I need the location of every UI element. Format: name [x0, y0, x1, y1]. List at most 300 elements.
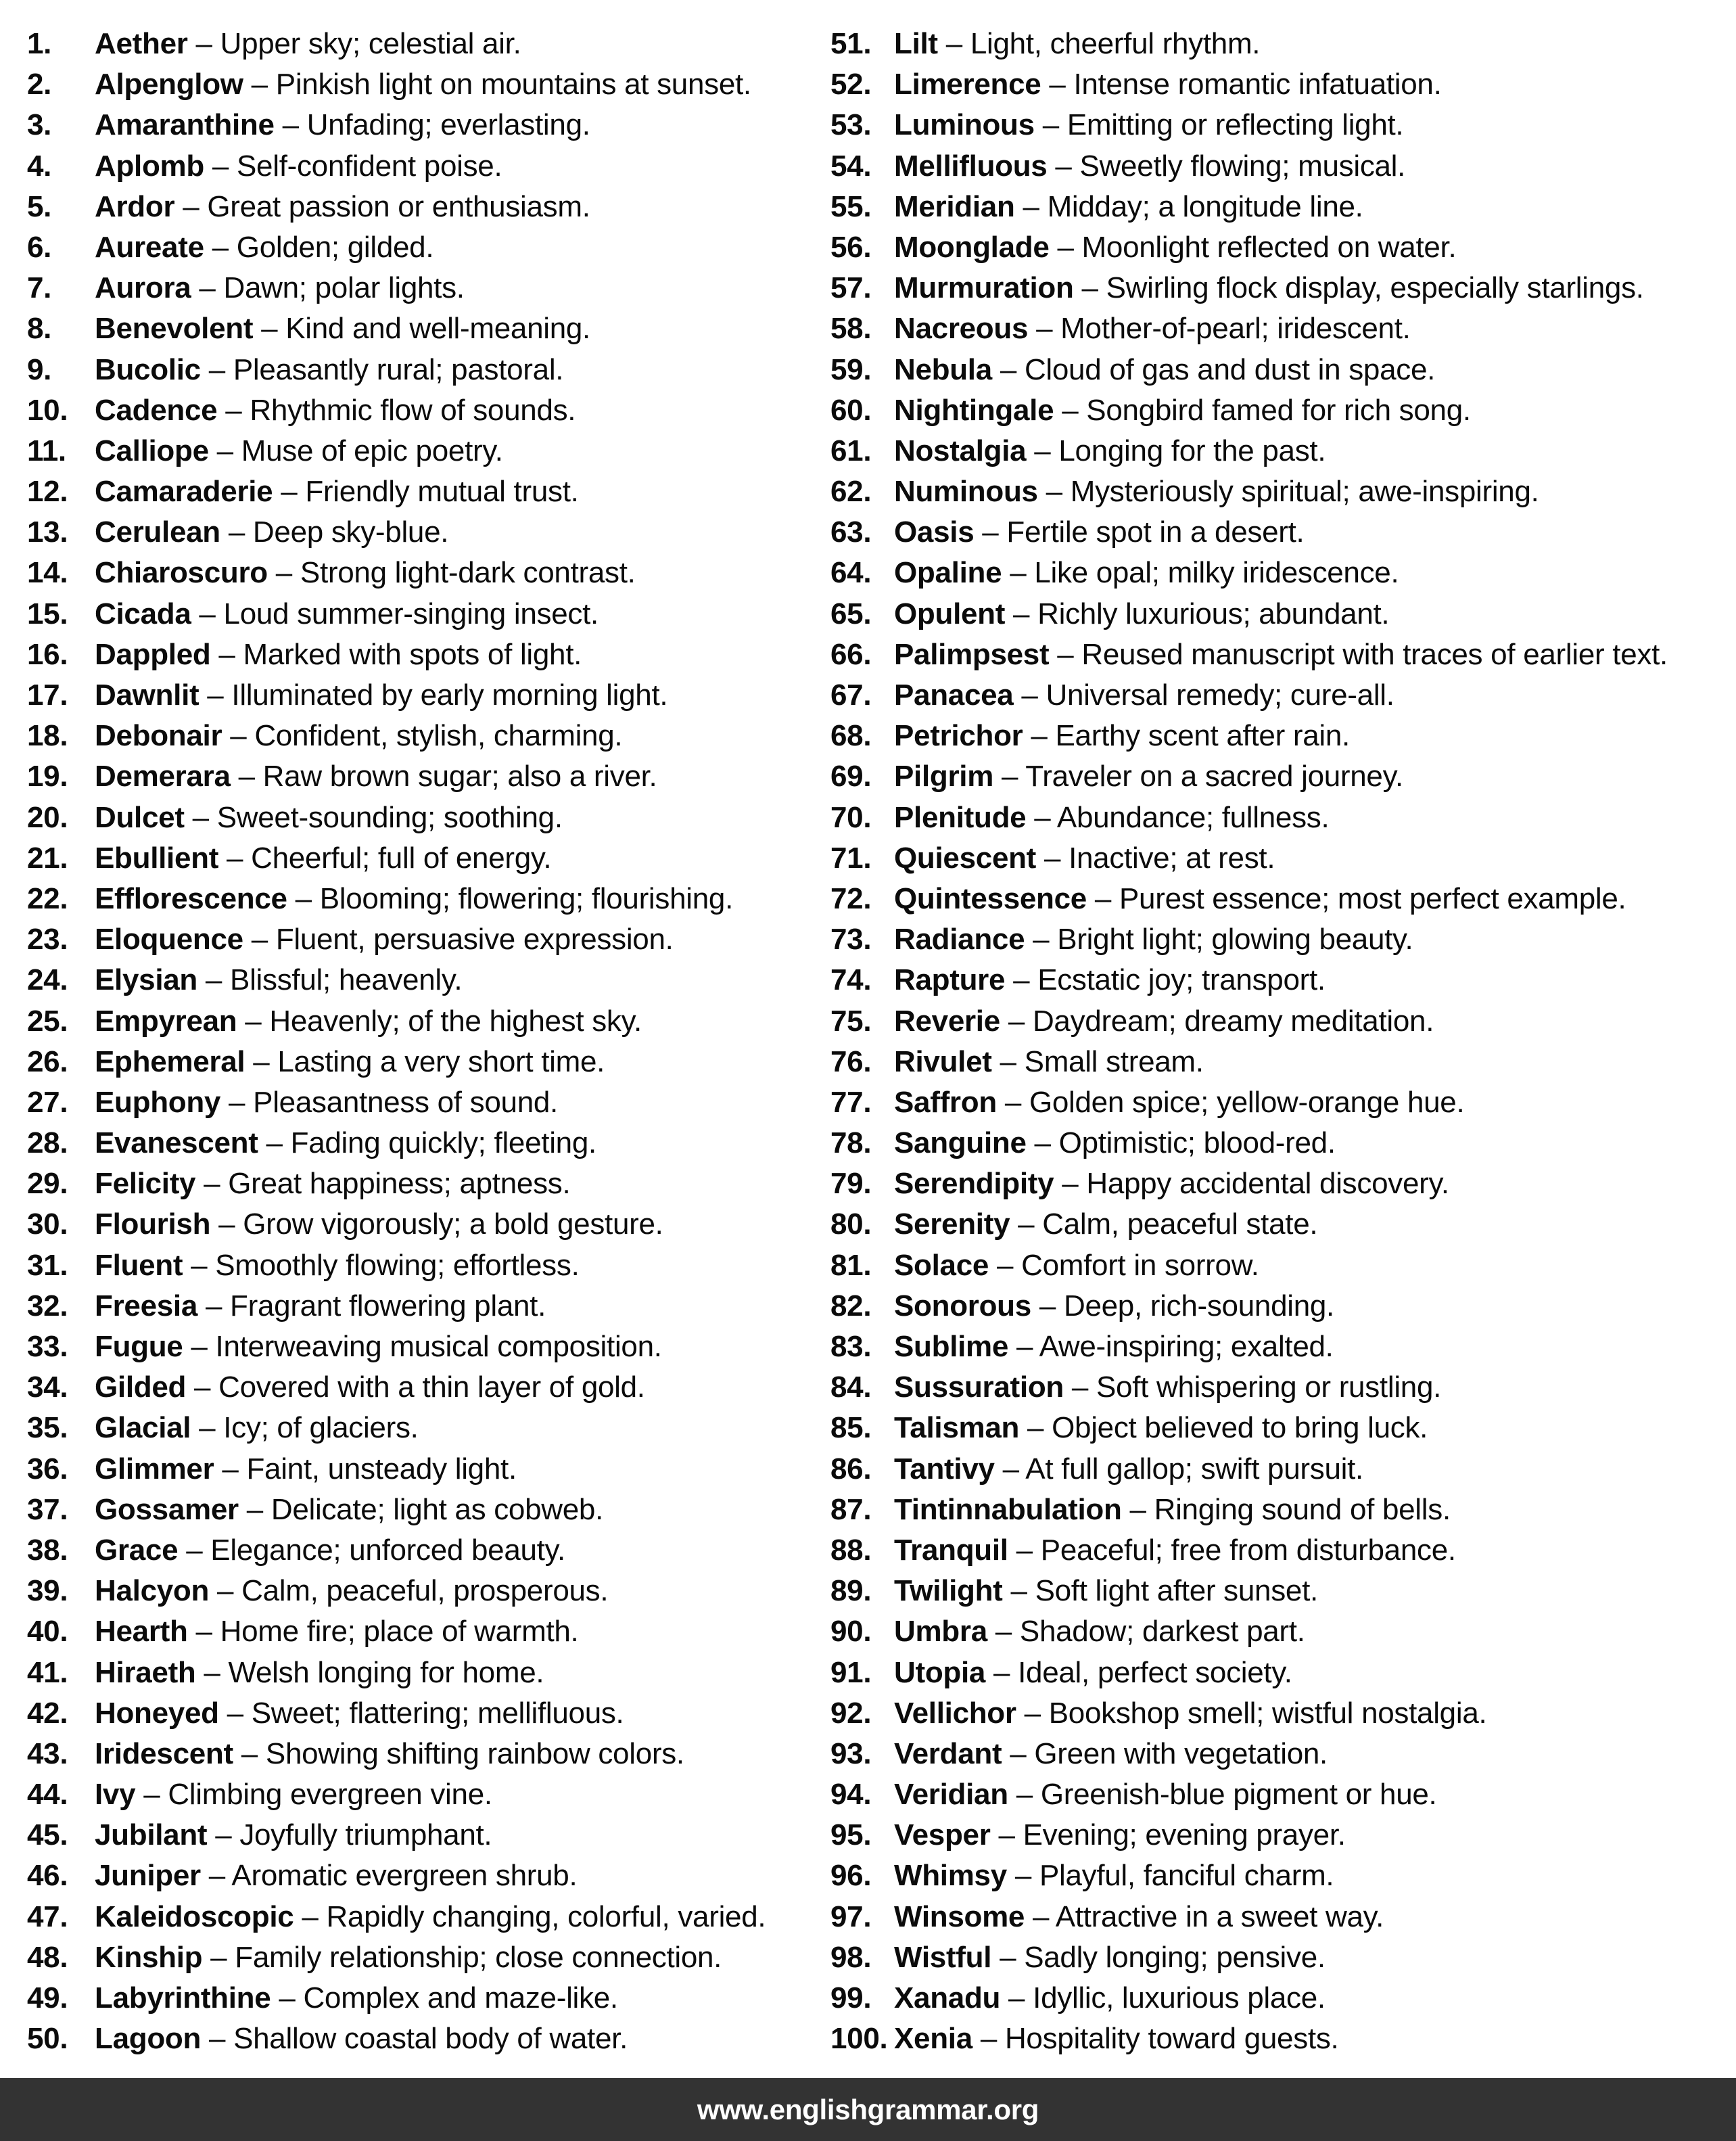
list-item — [27, 635, 826, 675]
item-term: Euphony — [95, 1085, 221, 1119]
list-item — [27, 1408, 826, 1448]
item-text — [894, 838, 1275, 879]
item-separator: – — [1019, 1411, 1052, 1445]
list-item — [830, 1653, 1736, 1693]
item-term: Rivulet — [894, 1044, 992, 1078]
item-number: 64. — [830, 556, 872, 590]
list-item — [830, 471, 1736, 512]
list-item — [27, 1245, 826, 1286]
item-text — [95, 64, 751, 105]
item-number: 27. — [27, 1085, 68, 1119]
item-term: Petrichor — [894, 719, 1023, 753]
item-term: Evanescent — [95, 1126, 258, 1160]
item-definition: Abundance; fullness. — [1056, 800, 1330, 834]
item-term: Reverie — [894, 1004, 1000, 1038]
list-item — [27, 1286, 826, 1327]
list-item — [830, 1367, 1736, 1408]
item-text — [894, 187, 1363, 227]
list-item — [830, 1490, 1736, 1530]
item-number: 31. — [27, 1248, 68, 1282]
item-number: 74. — [830, 963, 872, 997]
item-number: 21. — [27, 841, 68, 875]
item-text — [95, 431, 503, 471]
item-separator: – — [991, 1044, 1025, 1078]
item-text — [95, 635, 582, 675]
item-term: Debonair — [95, 719, 222, 753]
item-separator: – — [230, 760, 263, 793]
item-term: Hearth — [95, 1615, 188, 1649]
item-definition: Deep, rich-sounding. — [1063, 1289, 1334, 1322]
item-term: Dawnlit — [95, 678, 200, 712]
item-definition: Heavenly; of the highest sky. — [269, 1004, 642, 1038]
item-separator: – — [245, 1044, 278, 1078]
list-item — [830, 838, 1736, 879]
item-definition: Sweet; flattering; mellifluous. — [251, 1696, 624, 1730]
item-number: 89. — [830, 1574, 872, 1608]
item-number: 56. — [830, 230, 872, 264]
item-term: Numinous — [894, 475, 1038, 509]
item-definition: Dawn; polar lights. — [223, 271, 465, 305]
item-number: 91. — [830, 1655, 872, 1689]
list-item — [27, 1001, 826, 1042]
item-definition: Fragrant flowering plant. — [230, 1289, 546, 1322]
item-definition: Inactive; at rest. — [1069, 841, 1275, 875]
item-term: Fugue — [95, 1330, 183, 1363]
item-text — [894, 635, 1668, 675]
list-item — [27, 1897, 826, 1937]
item-separator: – — [271, 1981, 304, 2015]
item-number: 22. — [27, 881, 68, 915]
item-definition: Idyllic, luxurious place. — [1033, 1981, 1326, 2015]
item-term: Gilded — [95, 1371, 187, 1404]
item-separator: – — [217, 393, 250, 427]
item-definition: Blooming; flowering; flourishing. — [319, 881, 734, 915]
item-definition: Swirling flock display, especially starlings. — [1106, 271, 1644, 305]
list-item — [830, 512, 1736, 553]
item-text — [95, 471, 579, 512]
item-number: 2. — [27, 68, 52, 101]
item-term: Serendipity — [894, 1167, 1054, 1201]
item-separator: – — [1063, 1371, 1096, 1404]
item-separator: – — [1010, 1207, 1043, 1241]
item-text — [95, 1001, 642, 1042]
item-definition: Calm, peaceful, prosperous. — [241, 1574, 609, 1608]
item-definition: Great happiness; aptness. — [228, 1167, 571, 1201]
item-text — [894, 227, 1456, 268]
item-definition: Sweetly flowing; musical. — [1079, 149, 1406, 183]
item-number: 9. — [27, 352, 52, 386]
item-separator: – — [243, 923, 276, 957]
item-number: 68. — [830, 719, 872, 753]
item-text — [95, 675, 667, 716]
item-number: 32. — [27, 1289, 68, 1322]
item-text — [95, 879, 733, 919]
item-term: Halcyon — [95, 1574, 210, 1608]
item-definition: Pleasantness of sound. — [253, 1085, 558, 1119]
item-separator: – — [1037, 475, 1071, 509]
item-number: 15. — [27, 597, 68, 630]
item-text — [894, 798, 1329, 838]
item-definition: Universal remedy; cure-all. — [1046, 678, 1394, 712]
item-text — [95, 1123, 596, 1164]
list-item — [27, 1774, 826, 1815]
item-definition: Calm, peaceful state. — [1042, 1207, 1318, 1241]
item-number: 95. — [830, 1818, 872, 1852]
item-definition: Smoothly flowing; effortless. — [215, 1248, 580, 1282]
item-number: 54. — [830, 149, 872, 183]
item-definition: Bookshop smell; wistful nostalgia. — [1048, 1696, 1487, 1730]
list-item — [830, 1611, 1736, 1652]
item-separator: – — [207, 1818, 240, 1852]
item-term: Grace — [95, 1533, 179, 1567]
list-item — [27, 1734, 826, 1774]
item-number: 55. — [830, 189, 872, 223]
item-text — [95, 512, 448, 553]
item-separator: – — [214, 1452, 247, 1486]
item-number: 18. — [27, 719, 68, 753]
item-term: Lagoon — [95, 2022, 202, 2056]
item-number: 46. — [27, 1859, 68, 1893]
item-term: Meridian — [894, 189, 1015, 223]
item-number: 39. — [27, 1574, 68, 1608]
footer-url: www.englishgrammar.org — [697, 2093, 1039, 2125]
item-text — [894, 268, 1644, 308]
item-definition: Bright light; glowing beauty. — [1057, 923, 1413, 957]
item-text — [95, 1164, 570, 1204]
item-definition: Lasting a very short time. — [277, 1044, 605, 1078]
item-definition: Cheerful; full of energy. — [251, 841, 552, 875]
list-item — [27, 1164, 826, 1204]
item-number: 36. — [27, 1452, 68, 1486]
item-definition: Richly luxurious; abundant. — [1037, 597, 1390, 630]
item-separator: – — [985, 1655, 1018, 1689]
item-text — [894, 1327, 1334, 1367]
item-separator: – — [1026, 434, 1059, 467]
item-text — [95, 1978, 618, 2019]
item-separator: – — [1047, 149, 1080, 183]
item-term: Ebullient — [95, 841, 219, 875]
item-separator: – — [294, 1900, 327, 1933]
item-term: Saffron — [894, 1085, 997, 1119]
item-text — [95, 1286, 546, 1327]
item-number: 14. — [27, 556, 68, 590]
item-separator: – — [267, 556, 300, 590]
item-definition: Interweaving musical composition. — [215, 1330, 662, 1363]
item-separator: – — [210, 1207, 243, 1241]
list-item — [27, 471, 826, 512]
item-number: 71. — [830, 841, 872, 875]
item-definition: Pinkish light on mountains at sunset. — [275, 68, 751, 101]
item-text — [894, 146, 1405, 187]
item-definition: Mother-of-pearl; iridescent. — [1060, 312, 1411, 346]
item-definition: Aromatic evergreen shrub. — [231, 1859, 578, 1893]
item-term: Panacea — [894, 678, 1014, 712]
item-text — [894, 1367, 1441, 1408]
item-term: Aureate — [95, 230, 204, 264]
item-term: Tantivy — [894, 1452, 995, 1486]
list-item — [830, 1774, 1736, 1815]
list-item — [27, 187, 826, 227]
item-term: Lilt — [894, 27, 938, 60]
item-separator: – — [1041, 68, 1074, 101]
item-term: Bucolic — [95, 352, 201, 386]
list-item — [27, 2019, 826, 2059]
item-text — [894, 1042, 1204, 1082]
item-separator: – — [238, 1492, 271, 1526]
item-definition: Rhythmic flow of sounds. — [250, 393, 576, 427]
item-term: Ephemeral — [95, 1044, 245, 1078]
item-text — [894, 919, 1413, 960]
item-term: Xenia — [894, 2022, 972, 2056]
item-separator: – — [1025, 1900, 1056, 1933]
item-separator: – — [191, 1411, 224, 1445]
item-separator: – — [1008, 1533, 1041, 1567]
item-definition: Great passion or enthusiasm. — [207, 189, 590, 223]
list-item — [830, 1286, 1736, 1327]
list-item — [830, 64, 1736, 105]
item-number: 69. — [830, 760, 872, 793]
item-separator: – — [178, 1533, 211, 1567]
item-text — [95, 1856, 577, 1896]
list-item — [830, 308, 1736, 349]
item-separator: – — [1002, 1736, 1035, 1770]
list-item — [830, 1978, 1736, 2019]
list-item — [27, 594, 826, 635]
item-definition: Loud summer-singing insect. — [223, 597, 599, 630]
item-term: Moonglade — [894, 230, 1050, 264]
item-separator: – — [1002, 1574, 1035, 1608]
list-item — [27, 1611, 826, 1652]
item-number: 49. — [27, 1981, 68, 2015]
item-number: 4. — [27, 149, 52, 183]
item-separator: – — [191, 271, 224, 305]
item-number: 10. — [27, 393, 68, 427]
item-separator: – — [273, 475, 306, 509]
list-item — [27, 1449, 826, 1490]
item-number: 33. — [27, 1330, 68, 1363]
item-term: Chiaroscuro — [95, 556, 268, 590]
item-separator: – — [974, 515, 1007, 549]
item-number: 93. — [830, 1736, 872, 1770]
item-definition: Raw brown sugar; also a river. — [262, 760, 657, 793]
item-definition: Traveler on a sacred journey. — [1025, 760, 1403, 793]
item-text — [894, 1082, 1464, 1123]
item-text — [95, 105, 590, 145]
item-text — [95, 24, 521, 64]
item-text — [894, 879, 1626, 919]
item-term: Radiance — [894, 923, 1025, 957]
item-number: 13. — [27, 515, 68, 549]
item-text — [95, 1490, 603, 1530]
item-separator: – — [1036, 841, 1069, 875]
list-item — [27, 1327, 826, 1367]
item-definition: Faint, unsteady light. — [246, 1452, 517, 1486]
list-item — [27, 64, 826, 105]
list-item — [830, 1897, 1736, 1937]
item-definition: At full gallop; swift pursuit. — [1025, 1452, 1363, 1486]
item-text — [894, 1449, 1363, 1490]
item-separator: – — [937, 27, 970, 60]
item-text — [95, 146, 502, 187]
item-number: 70. — [830, 800, 872, 834]
list-item — [27, 146, 826, 187]
list-item — [27, 1530, 826, 1571]
item-definition: Green with vegetation. — [1034, 1736, 1328, 1770]
item-number: 29. — [27, 1167, 68, 1201]
item-number: 52. — [830, 68, 872, 101]
item-definition: Fertile spot in a desert. — [1006, 515, 1305, 549]
item-term: Rapture — [894, 963, 1006, 997]
item-term: Cerulean — [95, 515, 220, 549]
list-item — [830, 1001, 1736, 1042]
item-separator: – — [201, 2022, 234, 2056]
item-number: 23. — [27, 923, 68, 957]
item-term: Calliope — [95, 434, 209, 467]
item-separator: – — [208, 434, 241, 467]
item-term: Tintinnabulation — [894, 1492, 1122, 1526]
item-text — [894, 1693, 1486, 1734]
list-item — [830, 1530, 1736, 1571]
list-item — [830, 1327, 1736, 1367]
list-item — [27, 879, 826, 919]
item-term: Kinship — [95, 1940, 203, 1974]
item-number: 97. — [830, 1900, 872, 1933]
item-text — [95, 1449, 517, 1490]
item-term: Alpenglow — [95, 68, 243, 101]
item-text — [894, 1978, 1326, 2019]
item-number: 57. — [830, 271, 872, 305]
item-number: 34. — [27, 1371, 68, 1404]
item-definition: Reused manuscript with traces of earlier text. — [1081, 637, 1668, 671]
item-number: 20. — [27, 800, 68, 834]
item-text — [894, 1774, 1436, 1815]
item-term: Gossamer — [95, 1492, 239, 1526]
item-text — [95, 1937, 722, 1978]
item-text — [894, 350, 1435, 390]
item-number: 84. — [830, 1371, 872, 1404]
list-item — [830, 675, 1736, 716]
item-separator: – — [197, 963, 231, 997]
list-item — [830, 1042, 1736, 1082]
item-term: Aurora — [95, 271, 191, 305]
list-item — [27, 105, 826, 145]
list-item — [27, 1571, 826, 1611]
item-definition: Earthy scent after rain. — [1055, 719, 1350, 753]
item-text — [894, 471, 1539, 512]
item-separator: – — [972, 2022, 1005, 2056]
item-number: 61. — [830, 434, 872, 467]
item-text — [95, 1204, 663, 1245]
item-term: Whimsy — [894, 1859, 1007, 1893]
list-item — [27, 1653, 826, 1693]
item-definition: Sadly longing; pensive. — [1024, 1940, 1326, 1974]
list-item — [830, 1815, 1736, 1856]
item-number: 90. — [830, 1615, 872, 1649]
list-item — [830, 1082, 1736, 1123]
item-separator: – — [989, 1248, 1022, 1282]
item-separator: – — [1014, 189, 1048, 223]
item-text — [95, 919, 674, 960]
item-text — [95, 2019, 628, 2059]
item-term: Oasis — [894, 515, 975, 549]
item-text — [894, 1571, 1318, 1611]
item-number: 37. — [27, 1492, 68, 1526]
list-item — [830, 1856, 1736, 1896]
list-item — [830, 716, 1736, 756]
item-term: Sanguine — [894, 1126, 1027, 1160]
item-definition: Cloud of gas and dust in space. — [1024, 352, 1436, 386]
item-term: Glimmer — [95, 1452, 214, 1486]
item-number: 6. — [27, 230, 52, 264]
item-text — [894, 1530, 1456, 1571]
item-text — [95, 308, 590, 349]
item-number: 85. — [830, 1411, 872, 1445]
list-item — [830, 879, 1736, 919]
list-item — [27, 919, 826, 960]
item-definition: Hospitality toward guests. — [1004, 2022, 1339, 2056]
item-separator: – — [220, 515, 253, 549]
item-number: 17. — [27, 678, 68, 712]
item-text — [894, 1490, 1451, 1530]
item-definition: Complex and maze-like. — [303, 1981, 618, 2015]
item-definition: Confident, stylish, charming. — [254, 719, 623, 753]
item-text — [95, 1042, 605, 1082]
item-text — [95, 187, 590, 227]
item-definition: Shallow coastal body of water. — [233, 2022, 628, 2056]
item-definition: Songbird famed for rich song. — [1086, 393, 1471, 427]
item-text — [894, 1815, 1346, 1856]
item-term: Nightingale — [894, 393, 1054, 427]
list-item — [830, 756, 1736, 797]
item-separator: – — [993, 760, 1026, 793]
list-item — [27, 838, 826, 879]
item-separator: – — [1073, 271, 1106, 305]
item-number: 16. — [27, 637, 68, 671]
item-definition: Light, cheerful rhythm. — [970, 27, 1261, 60]
item-term: Efflorescence — [95, 881, 287, 915]
item-term: Juniper — [95, 1859, 201, 1893]
item-separator: – — [200, 1859, 232, 1893]
item-term: Vellichor — [894, 1696, 1016, 1730]
item-term: Empyrean — [95, 1004, 237, 1038]
item-term: Aplomb — [95, 149, 204, 183]
item-term: Nebula — [894, 352, 992, 386]
item-term: Elysian — [95, 963, 197, 997]
item-number: 12. — [27, 475, 68, 509]
item-definition: Deep sky-blue. — [252, 515, 449, 549]
item-text — [95, 1408, 419, 1448]
list-item — [27, 1937, 826, 1978]
item-term: Iridescent — [95, 1736, 233, 1770]
list-item — [830, 1571, 1736, 1611]
item-definition: Sweet-sounding; soothing. — [216, 800, 563, 834]
list-item — [830, 798, 1736, 838]
item-number: 53. — [830, 108, 872, 142]
item-text — [894, 512, 1304, 553]
item-term: Eloquence — [95, 923, 243, 957]
list-item — [830, 1449, 1736, 1490]
item-text — [894, 1001, 1434, 1042]
item-text — [95, 798, 563, 838]
item-separator: – — [287, 881, 320, 915]
item-text — [95, 1693, 624, 1734]
item-text — [894, 2019, 1338, 2059]
list-item — [27, 1815, 826, 1856]
item-text — [95, 390, 576, 431]
item-separator: – — [991, 1940, 1025, 1974]
item-number: 25. — [27, 1004, 68, 1038]
item-separator: – — [1008, 1330, 1039, 1363]
